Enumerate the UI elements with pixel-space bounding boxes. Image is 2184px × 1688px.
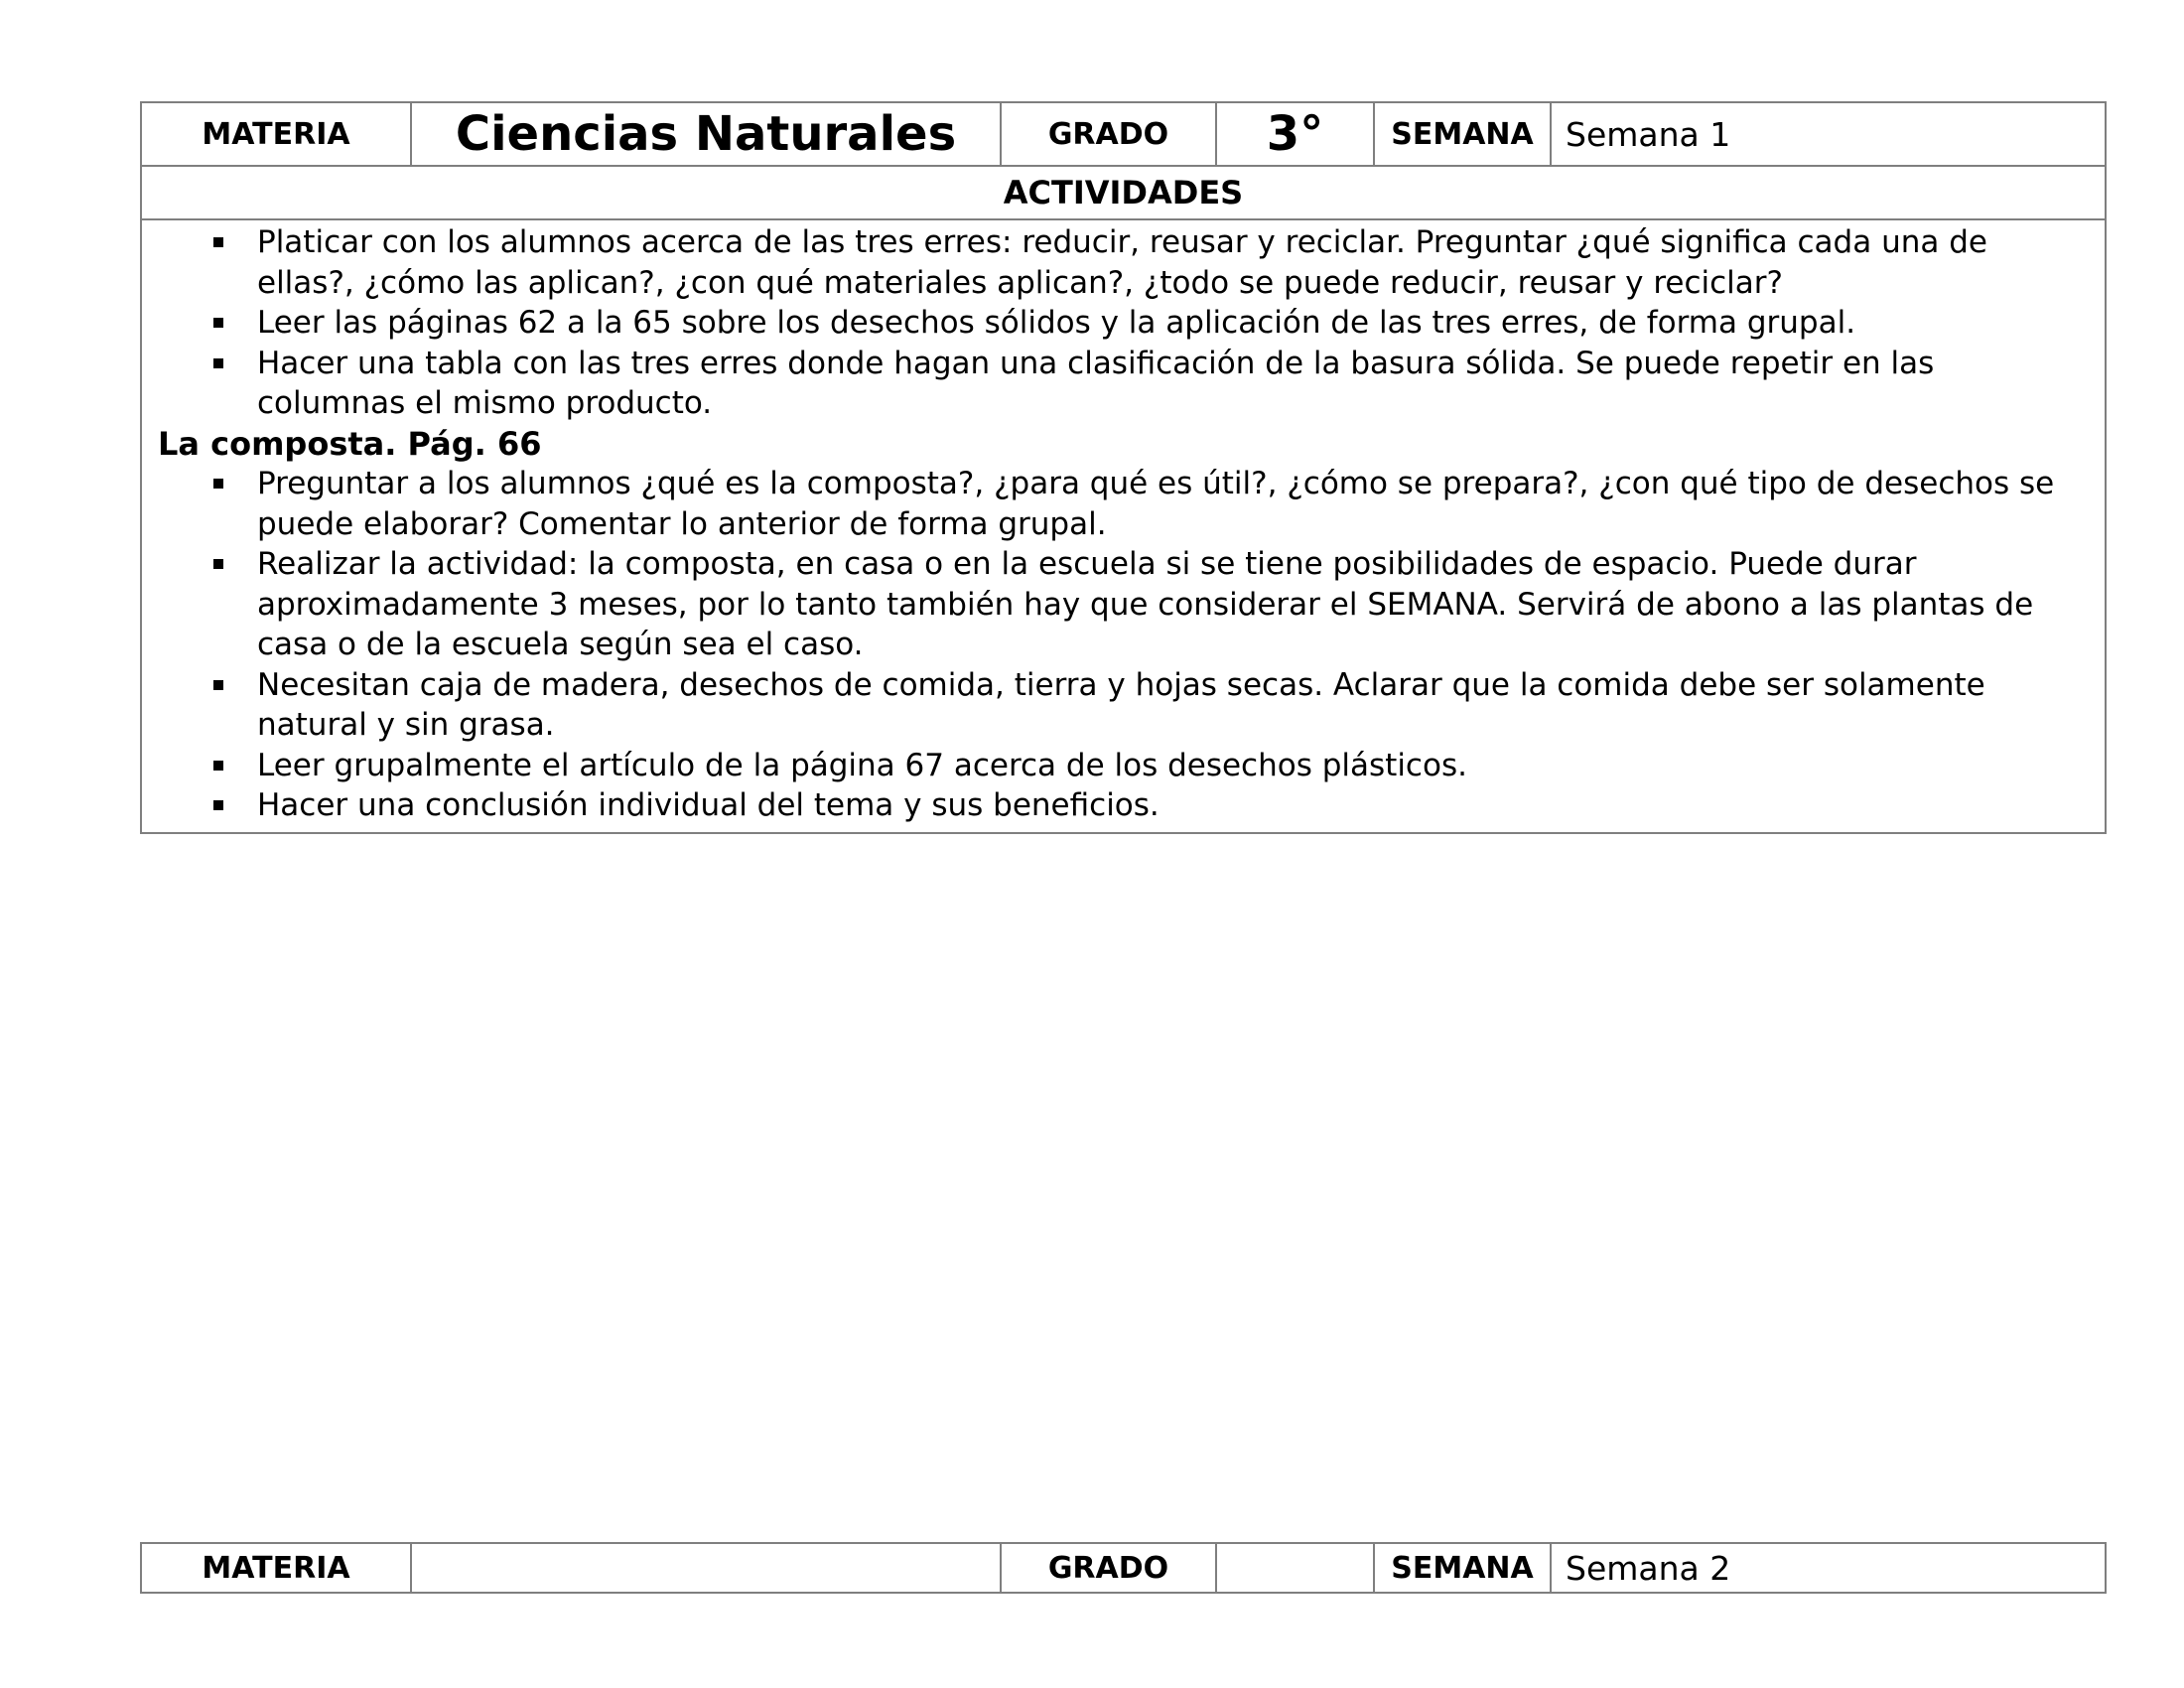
- square-bullet-icon: [213, 680, 223, 690]
- materia-label: MATERIA: [141, 1543, 411, 1593]
- square-bullet-icon: [213, 237, 223, 247]
- activities-cell: [141, 219, 2106, 833]
- list-item-text: Realizar la actividad: la composta, en casa o en la escuela si se tiene posibilidades de espacio. Puede durar aproximadamente 3 meses, por lo tanto también hay que considerar el SEMANA. Servirá de abono a las plantas de casa o de la escuela según sea el caso.: [257, 546, 2034, 662]
- list-item: [142, 303, 2105, 344]
- list-item: [142, 665, 2105, 746]
- grado-label: GRADO: [1001, 102, 1216, 166]
- list-item-text: Leer grupalmente el artículo de la página 67 acerca de los desechos plásticos.: [257, 747, 1467, 783]
- materia-value: Ciencias Naturales: [411, 102, 1001, 166]
- list-item-text: Preguntar a los alumnos ¿qué es la composta?, ¿para qué es útil?, ¿cómo se prepara?, ¿con qué tipo de desechos se puede elaborar? Comentar lo anterior de forma grupal.: [257, 466, 2055, 542]
- list-item: [142, 222, 2105, 303]
- week1-header-row: [141, 102, 2106, 166]
- materia-value: [411, 1543, 1001, 1593]
- list-item: [142, 464, 2105, 544]
- activity-list-b: [142, 464, 2105, 826]
- activity-list-a: [142, 222, 2105, 424]
- list-item-text: Hacer una tabla con las tres erres donde hagan una clasificación de la basura sólida. Se puede repetir en las columnas el mismo producto.: [257, 345, 1935, 421]
- square-bullet-icon: [213, 761, 223, 771]
- square-bullet-icon: [213, 358, 223, 368]
- week2-plan-table: [140, 1542, 2107, 1594]
- week1-plan-table: [140, 101, 2107, 834]
- grado-value: [1216, 1543, 1374, 1593]
- square-bullet-icon: [213, 800, 223, 810]
- list-item-text: Platicar con los alumnos acerca de las tres erres: reducir, reusar y reciclar. Preguntar ¿qué significa cada una de ellas?, ¿cómo las aplican?, ¿con qué materiales aplican?, ¿todo se puede reducir, reusar y reciclar?: [257, 224, 1987, 301]
- materia-label: MATERIA: [141, 102, 411, 166]
- list-item-text: Necesitan caja de madera, desechos de comida, tierra y hojas secas. Aclarar que la comida debe ser solamente natural y sin grasa.: [257, 666, 1985, 743]
- actividades-title: ACTIVIDADES: [141, 166, 2106, 219]
- list-item: [142, 544, 2105, 665]
- grado-value: 3°: [1216, 102, 1374, 166]
- list-item-text: Hacer una conclusión individual del tema y sus beneficios.: [257, 787, 1160, 823]
- semana-value: Semana 1: [1551, 102, 2106, 166]
- actividades-row: [141, 166, 2106, 219]
- list-item: [142, 785, 2105, 826]
- square-bullet-icon: [213, 318, 223, 328]
- activities-content-row: [141, 219, 2106, 833]
- square-bullet-icon: [213, 479, 223, 489]
- grado-label: GRADO: [1001, 1543, 1216, 1593]
- semana-label: SEMANA: [1374, 1543, 1551, 1593]
- list-item-text: Leer las páginas 62 a la 65 sobre los desechos sólidos y la aplicación de las tres erres, de forma grupal.: [257, 305, 1856, 341]
- semana-label: SEMANA: [1374, 102, 1551, 166]
- list-item: [142, 344, 2105, 424]
- list-item: [142, 746, 2105, 786]
- semana-value: Semana 2: [1551, 1543, 2106, 1593]
- week2-header-row: [141, 1543, 2106, 1593]
- section-heading: La composta. Pág. 66: [158, 424, 542, 463]
- activities-content: [142, 222, 2105, 826]
- square-bullet-icon: [213, 559, 223, 569]
